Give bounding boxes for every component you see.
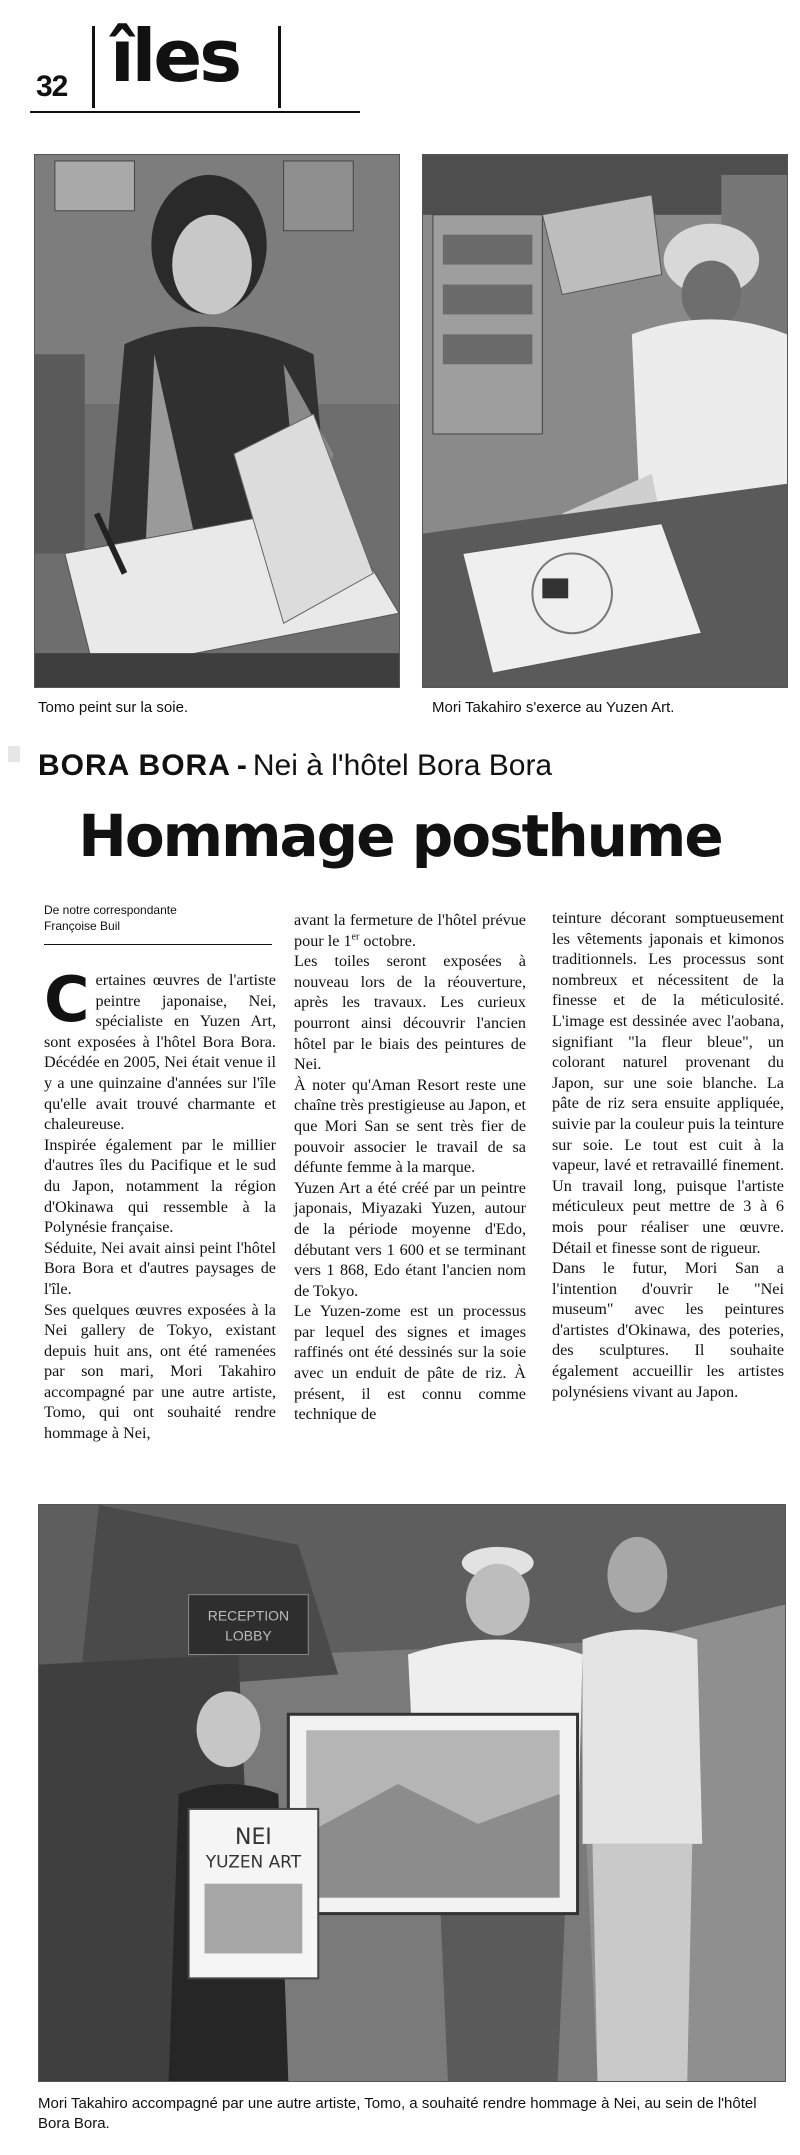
article-headline: Hommage posthume: [78, 802, 722, 870]
drop-cap: C: [44, 963, 90, 1036]
header-divider: [92, 26, 95, 108]
byline-author: Françoise Buil: [44, 919, 121, 933]
paragraph: Le Yuzen-zome est un processus par lequel des signes et images raffinés ont été dessinés sur la soie avec un enduit de pâte de riz. À présent, il est connu comme technique de: [294, 1302, 526, 1424]
photo-caption: Tomo peint sur la soie.: [38, 699, 189, 716]
section-title: îles: [110, 14, 240, 98]
paragraph: Yuzen Art a été créé par un peintre japonais, Miyazaki Yuzen, autour de la période moyenne d'Edo, débutant vers 1 600 et se terminant vers 1 868, Edo étant l'ancien nom de Tokyo.: [294, 1178, 526, 1300]
paragraph: Dans le futur, Mori San a l'intention d'ouvrir le "Nei museum" avec les peintures d'artistes d'Okinawa, des poteries, des sculptures. Il souhaite également accueillir les artistes polynésiens vivant au Japon.: [552, 1259, 784, 1401]
paragraph: avant la fermeture de l'hôtel prévue pour le 1er octobre.: [294, 911, 526, 950]
paragraph: Ses quelques œuvres exposées à la Nei gallery de Tokyo, existant depuis huit ans, ont été ramenées par son mari, Mori Takahiro accompagné par une autre artiste, Tomo, qui ont souhaité rendre hommage à Nei,: [44, 1300, 276, 1443]
photo-tomo-painting: [34, 154, 400, 688]
paragraph: Les toiles seront exposées à nouveau lors de la réouverture, après les travaux. Les curieux pourront ainsi découvrir l'ancien hôtel par le biais des peintures de Nei.: [294, 952, 526, 1074]
paragraph: teinture décorant somptueusement les vêtements japonais et kimonos traditionnels. Les processus sont nombreux et nécessitent de la finesse et de la méticulosité. L'image est dessinée avec l'aobana, signifiant "la fleur bleue", un colorant naturel provenant du Japon, sur une soie blanche. La pâte de riz sera ensuite appliquée, suivie par la couleur puis la teinture sur soie. Le tout est cuit à la vapeur, lavé et retravaillé finement. Un travail long, puisque l'artiste méticuleux peut mettre de 3 à 6 mois pour réaliser une œuvre. Détail et finesse sont de rigueur.: [552, 909, 784, 1257]
photo-group-hotel: [38, 1504, 786, 2082]
sign-text: LOBBY: [225, 1627, 272, 1644]
kicker-subject: Nei à l'hôtel Bora Bora: [252, 749, 553, 782]
article-column-2: [294, 910, 526, 1425]
photo-caption: Mori Takahiro accompagné par une autre artiste, Tomo, a souhaité rendre hommage à Nei, au sein de l'hôtel Bora Bora.: [38, 2095, 757, 2132]
book-text: NEI: [235, 1824, 272, 1850]
photo-mori-yuzen: [422, 154, 788, 688]
book-text: YUZEN ART: [205, 1851, 302, 1872]
photo-caption: Mori Takahiro s'exerce au Yuzen Art.: [432, 699, 675, 716]
kicker-separator: -: [236, 749, 247, 782]
header-divider: [278, 26, 281, 108]
byline: [44, 902, 272, 934]
paragraph: Certaines œuvres de l'artiste peintre japonaise, Nei, spécialiste en Yuzen Art, sont exposées à l'hôtel Bora Bora. Décédée en 2005, Nei était venue il y a une quinzaine d'années sur l'île qu'elle avait trouvé charmante et chaleureuse.: [44, 963, 276, 1134]
section-marker: [8, 746, 20, 762]
paragraph: Séduite, Nei avait ainsi peint l'hôtel Bora Bora et d'autres paysages de l'île.: [44, 1238, 276, 1298]
paragraph: À noter qu'Aman Resort reste une chaîne très prestigieuse au Japon, et que Mori San se sent très fier de pouvoir associer le travail de sa défunte femme à la marque.: [294, 1075, 526, 1177]
paragraph: Inspirée également par le millier d'autres îles du Pacifique et le sud du Japon, notamment la région d'Okinawa qui ressemble à la Polynésie française.: [44, 1135, 276, 1237]
article-column-1: [44, 963, 276, 1444]
header-rule: [30, 111, 360, 113]
page-number: 32: [36, 70, 68, 103]
kicker-location: BORA BORA: [38, 749, 231, 782]
article-column-3: [552, 908, 784, 1402]
page-header: [30, 14, 360, 104]
sign-text: RECEPTION: [207, 1607, 290, 1624]
article-kicker: [38, 748, 552, 784]
byline-rule: [44, 944, 272, 945]
byline-role: De notre correspondante: [44, 903, 177, 917]
